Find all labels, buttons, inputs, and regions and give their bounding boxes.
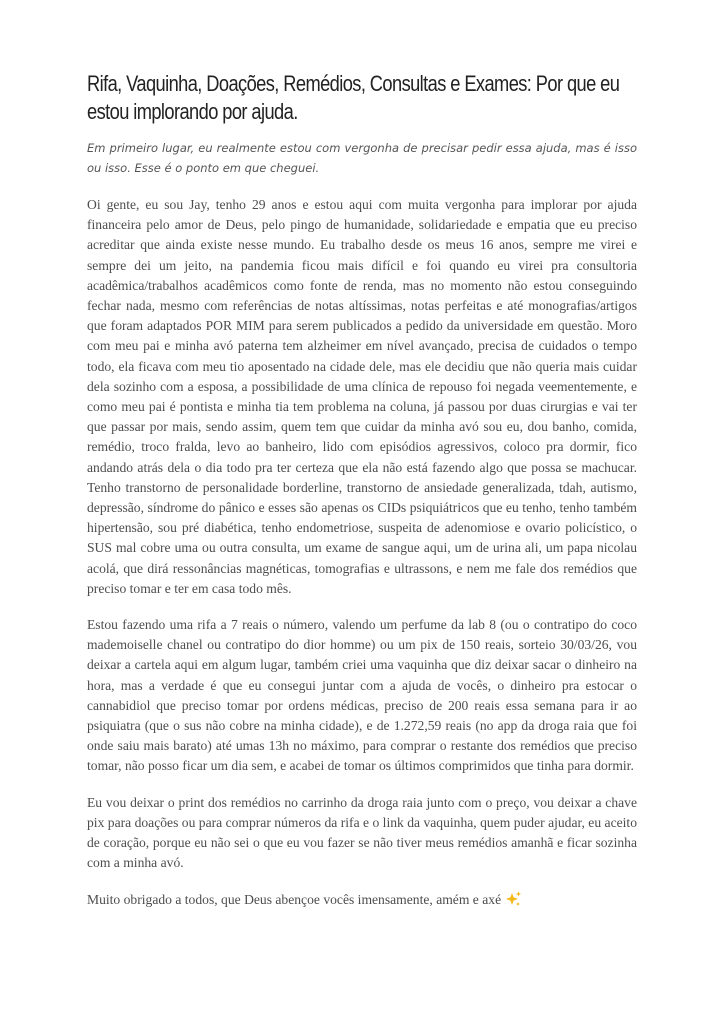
article-subtitle: Em primeiro lugar, eu realmente estou com vergonha de precisar pedir essa ajuda, mas é isso ou isso. Esse é o ponto em que cheguei. (87, 141, 637, 175)
article (87, 0, 637, 910)
article-title: Rifa, Vaquinha, Doações, Remédios, Consultas e Exames: Por que eu estou implorando por ajuda. (87, 71, 620, 124)
sparkles-icon (504, 891, 522, 907)
article-closing (87, 890, 637, 910)
closing-text: Muito obrigado a todos, que Deus abençoe vocês imensamente, amém e axé (87, 891, 502, 907)
article-paragraph-3: Eu vou deixar o print dos remédios no carrinho da droga raia junto com o preço, vou deixar a chave pix para doações ou para comprar números da rifa e o link da vaquinha, quem puder ajudar, eu aceito de coração, porque eu não sei o que eu vou fazer se não tiver meus remédios amanhã e ficar sozinha com a minha avó. (87, 794, 637, 871)
article-paragraph-1: Oi gente, eu sou Jay, tenho 29 anos e estou aqui com muita vergonha para implorar por ajuda financeira pelo amor de Deus, pelo pingo de humanidade, solidariedade e empatia que eu preciso acreditar que ainda existe nesse mundo. Eu trabalho desde os meus 16 anos, sempre me virei e sempre dei um jeito, na pandemia ficou mais difícil e foi quando eu virei pra consultoria acadêmica/trabalhos acadêmicos como fonte de renda, mas no momento não estou conseguindo fechar nada, mesmo com referências de notas altíssimas, notas perfeitas e até monografias/artigos que foram adaptados POR MIM para serem publicados a pedido da universidade em questão. Moro com meu pai e minha avó paterna tem alzheimer em nível avançado, precisa de cuidados o tempo todo, ela ficava com meu tio aposentado na cidade dele, mas ele decidiu que não queria mais cuidar dela sozinho com a esposa, a possibilidade de uma clínica de repouso foi negada veementemente, e como meu pai é pontista e minha tia tem problema na coluna, já passou por duas cirurgias e vai ter que passar por mais, sendo assim, quem tem que cuidar da minha avó sou eu, dou banho, comida, remédio, troco fralda, levo ao banheiro, lido com episódios agressivos, coloco pra dormir, fico andando atrás dela o dia todo pra ter certeza que ela não está fazendo algo que possa se machucar. Tenho transtorno de personalidade borderline, transtorno de ansiedade generalizada, tdah, autismo, depressão, síndrome do pânico e esses são apenas os CIDs psiquiátricos que eu tenho, tenho também hipertensão, sou pré diabética, tenho endometriose, suspeita de adenomiose e ovario policístico, o SUS mal cobre uma ou outra consulta, um exame de sangue aqui, um de urina ali, um papa nicolau acolá, que dirá ressonâncias magnéticas, tomografias e ultrassons, e nem me fale dos remédios que preciso tomar e ter em casa todo mês. (87, 197, 637, 596)
article-paragraph-2: Estou fazendo uma rifa a 7 reais o número, valendo um perfume da lab 8 (ou o contratipo do coco mademoiselle chanel ou contratipo do dior homme) ou um pix de 150 reais, sorteio 30/03/26, vou deixar a cartela aqui em algum lugar, também criei uma vaquinha que diz deixar sacar o dinheiro na hora, mas a verdade é que eu consegui juntar com a ajuda de vocês, o dinheiro pra estocar o cannabidiol que preciso tomar por ordens médicas, preciso de 200 reais essa semana para ir ao psiquiatra (que o sus não cobre na minha cidade), e de 1.272,59 reais (no app da droga raia que foi onde saiu mais barato) até umas 13h no máximo, para comprar o restante dos remédios que preciso tomar, não posso ficar um dia sem, e acabei de tomar os últimos comprimidos que tinha para dormir. (87, 617, 637, 774)
